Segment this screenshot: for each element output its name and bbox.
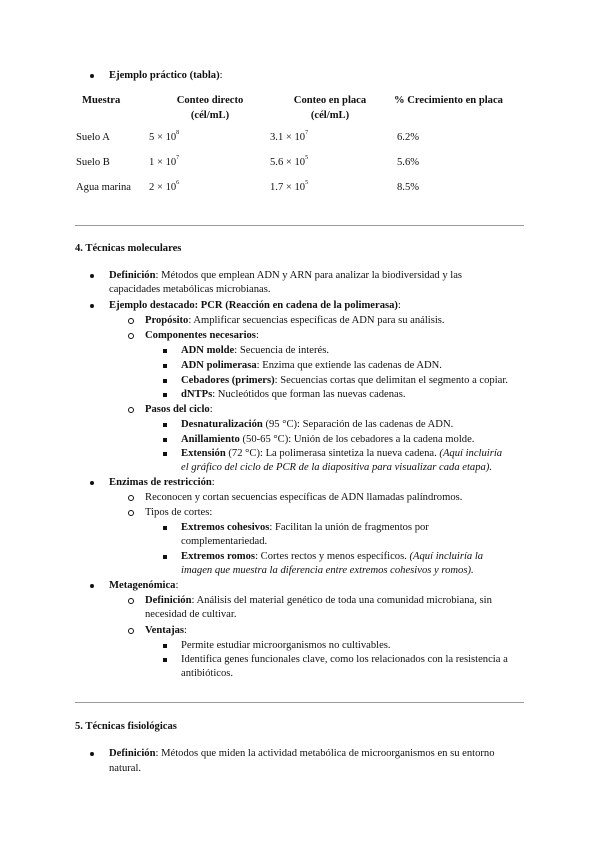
advantage-cont: antibióticos.	[181, 668, 234, 679]
list-item-cut-types: Tipos de cortes:	[145, 507, 213, 518]
section-divider	[75, 702, 524, 703]
list-item-component: ADN polimerasa: Enzima que extiende las cadenas de ADN.	[181, 360, 442, 371]
list-item-step: Anillamiento (50-65 °C): Unión de los cebadores a la cadena molde.	[181, 434, 475, 445]
section-4-heading: 4. Técnicas moleculares	[75, 243, 182, 254]
table-cell-plate: $3.1 \times 10^7$	[270, 130, 309, 143]
table-cell-direct: $1 \times 10^7$	[149, 155, 180, 168]
example-table-label: Ejemplo práctico (tabla):	[109, 70, 223, 81]
list-item-steps: Pasos del ciclo:	[145, 404, 213, 415]
list-item-sticky-ends: Extremos cohesivos: Facilitan la unión de fragmentos por	[181, 522, 429, 533]
list-item-advantages: Ventajas:	[145, 625, 187, 636]
list-item-blunt-ends: Extremos romos: Cortes rectos y menos específicos. (Aquí incluiría la	[181, 551, 484, 562]
list-item-purpose: Propósito: Amplificar secuencias específicas de ADN para su análisis.	[145, 315, 445, 326]
table-cell-direct: $2 \times 10^6$	[149, 180, 180, 193]
table-cell-sample: Agua marina	[76, 182, 132, 193]
list-item-pcr: Ejemplo destacado: PCR (Reacción en cadena de la polimerasa):	[109, 300, 401, 311]
list-item-physio-definition: Definición: Métodos que miden la actividad metabólica de microorganismos en su entorno	[109, 748, 495, 759]
table-cell-plate: $1.7 \times 10^5$	[270, 180, 309, 193]
list-item-components: Componentes necesarios:	[145, 330, 259, 341]
section-5-heading: 5. Técnicas fisiológicas	[75, 721, 177, 732]
table-cell-plate: $5.6 \times 10^5$	[270, 155, 309, 168]
table-cell-direct: $5 \times 10^8$	[149, 130, 180, 143]
extension-note-cont: el gráfico del ciclo de PCR de la diapositiva para visualizar cada etapa).	[181, 462, 492, 473]
list-item-step: Desnaturalización (95 °C): Separación de las cadenas de ADN.	[181, 419, 454, 430]
list-item-component: dNTPs: Nucleótidos que forman las nuevas cadenas.	[181, 389, 406, 400]
physio-definition-cont: natural.	[109, 763, 142, 774]
list-item-advantage: Permite estudiar microorganismos no cultivables.	[181, 640, 391, 651]
table-header-growth: % Crecimiento en placa	[394, 95, 503, 106]
list-item-component: ADN molde: Secuencia de interés.	[181, 345, 329, 356]
list-item-definition-cont: capacidades metabólicas microbianas.	[109, 284, 271, 295]
sticky-ends-cont: complementariedad.	[181, 536, 268, 547]
list-item-advantage: Identifica genes funcionales clave, como los relacionados con la resistencia a	[181, 654, 508, 665]
table-cell-growth: 8.5%	[397, 182, 420, 193]
blunt-ends-cont: imagen que muestra la diferencia entre extremos cohesivos y romos).	[181, 565, 474, 576]
table-cell-growth: 5.6%	[397, 157, 420, 168]
section-divider	[75, 225, 524, 226]
list-item-step: Extensión (72 °C): La polimerasa sintetiza la nueva cadena. (Aquí incluiría	[181, 448, 503, 459]
list-item-definition: Definición: Métodos que emplean ADN y ARN para analizar la biodiversidad y las	[109, 270, 463, 281]
table-cell-sample: Suelo A	[76, 132, 110, 143]
list-item-enzymes: Enzimas de restricción:	[109, 477, 215, 488]
table-cell-growth: 6.2%	[397, 132, 420, 143]
table-header-plate: Conteo en placa (cél/mL)	[293, 95, 367, 121]
table-header-sample: Muestra	[82, 95, 121, 106]
meta-definition-cont: necesidad de cultivar.	[145, 609, 237, 620]
list-item-enzymes-desc: Reconocen y cortan secuencias específicas de ADN llamadas palíndromos.	[145, 492, 463, 503]
table-cell-sample: Suelo B	[76, 157, 110, 168]
list-item-meta-definition: Definición: Análisis del material genético de toda una comunidad microbiana, sin	[145, 595, 492, 606]
table-header-direct: Conteo directo (cél/mL)	[176, 95, 244, 121]
list-item-metagenomics: Metagenómica:	[109, 580, 179, 591]
list-item-component: Cebadores (primers): Secuencias cortas que delimitan el segmento a copiar.	[181, 375, 508, 386]
